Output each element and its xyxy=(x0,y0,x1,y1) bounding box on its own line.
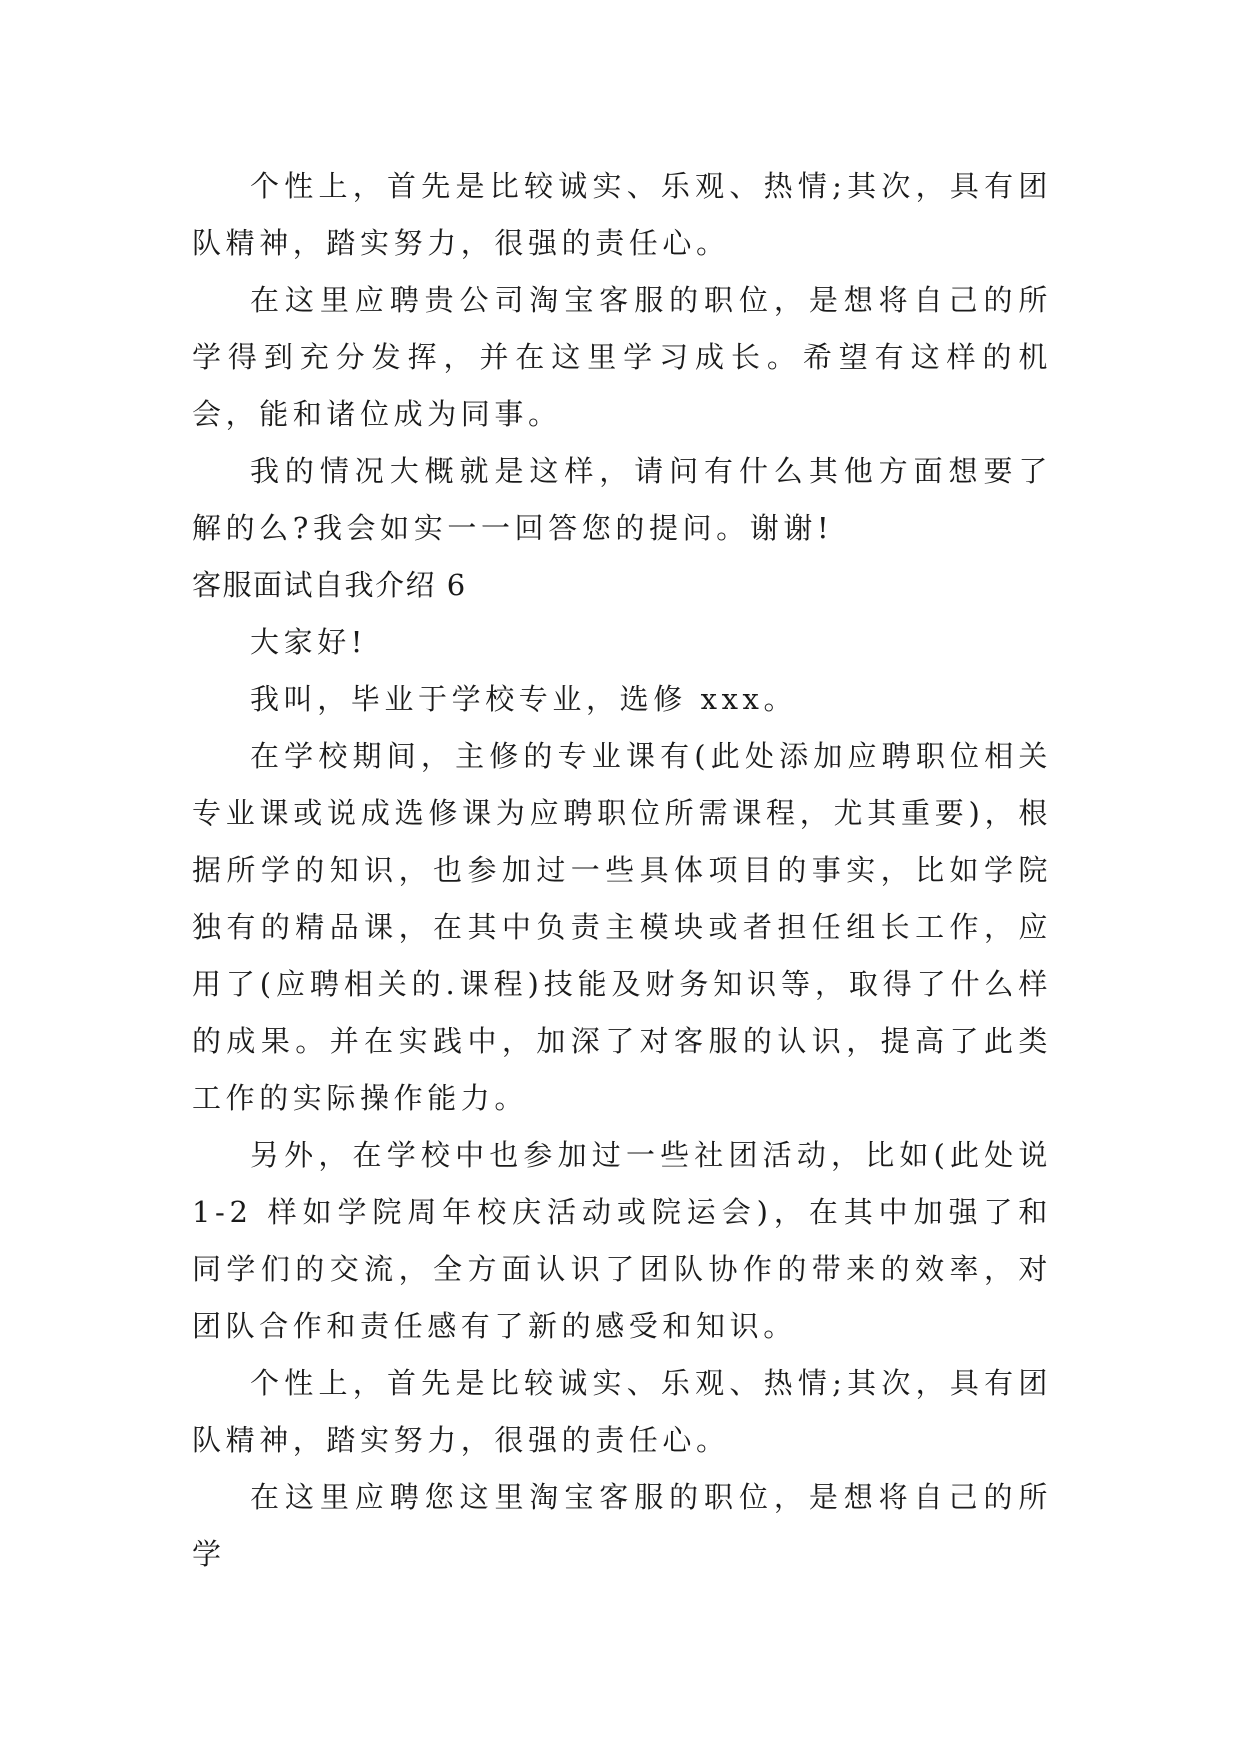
paragraph-name: 我叫，毕业于学校专业，选修 xxx。 xyxy=(250,682,798,716)
document-body xyxy=(192,158,1052,1583)
paragraph-personality: 个性上，首先是比较诚实、乐观、热情;其次，具有团队精神，踏实努力，很强的责任心。 xyxy=(192,169,1052,260)
paragraph-courses: 在学校期间，主修的专业课有(此处添加应聘职位相关专业课或说成选修课为应聘职位所需课程，尤其重要)，根据所学的知识，也参加过一些具体项目的事实，比如学院独有的精品课，在其中负责主模块或者担任组长工作，应用了(应聘相关的.课程)技能及财务知识等，取得了什么样的成果。并在实践中，加深了对客服的认识，提高了此类工作的实际操作能力。 xyxy=(192,739,1052,1115)
paragraph-application-2: 在这里应聘您这里淘宝客服的职位，是想将自己的所学 xyxy=(192,1480,1052,1571)
section-title: 客服面试自我介绍 6 xyxy=(192,568,467,602)
paragraph-activities: 另外，在学校中也参加过一些社团活动，比如(此处说 1-2 样如学院周年校庆活动或院运会)，在其中加强了和同学们的交流，全方面认识了团队协作的带来的效率，对团队合作和责任感有了新的感受和知识。 xyxy=(192,1138,1052,1343)
paragraph-greeting: 大家好! xyxy=(250,625,368,659)
paragraph-application: 在这里应聘贵公司淘宝客服的职位，是想将自己的所学得到充分发挥，并在这里学习成长。希望有这样的机会，能和诸位成为同事。 xyxy=(192,283,1052,431)
paragraph-closing: 我的情况大概就是这样，请问有什么其他方面想要了解的么?我会如实一一回答您的提问。谢谢! xyxy=(192,454,1052,545)
paragraph-personality-2: 个性上，首先是比较诚实、乐观、热情;其次，具有团队精神，踏实努力，很强的责任心。 xyxy=(192,1366,1052,1457)
